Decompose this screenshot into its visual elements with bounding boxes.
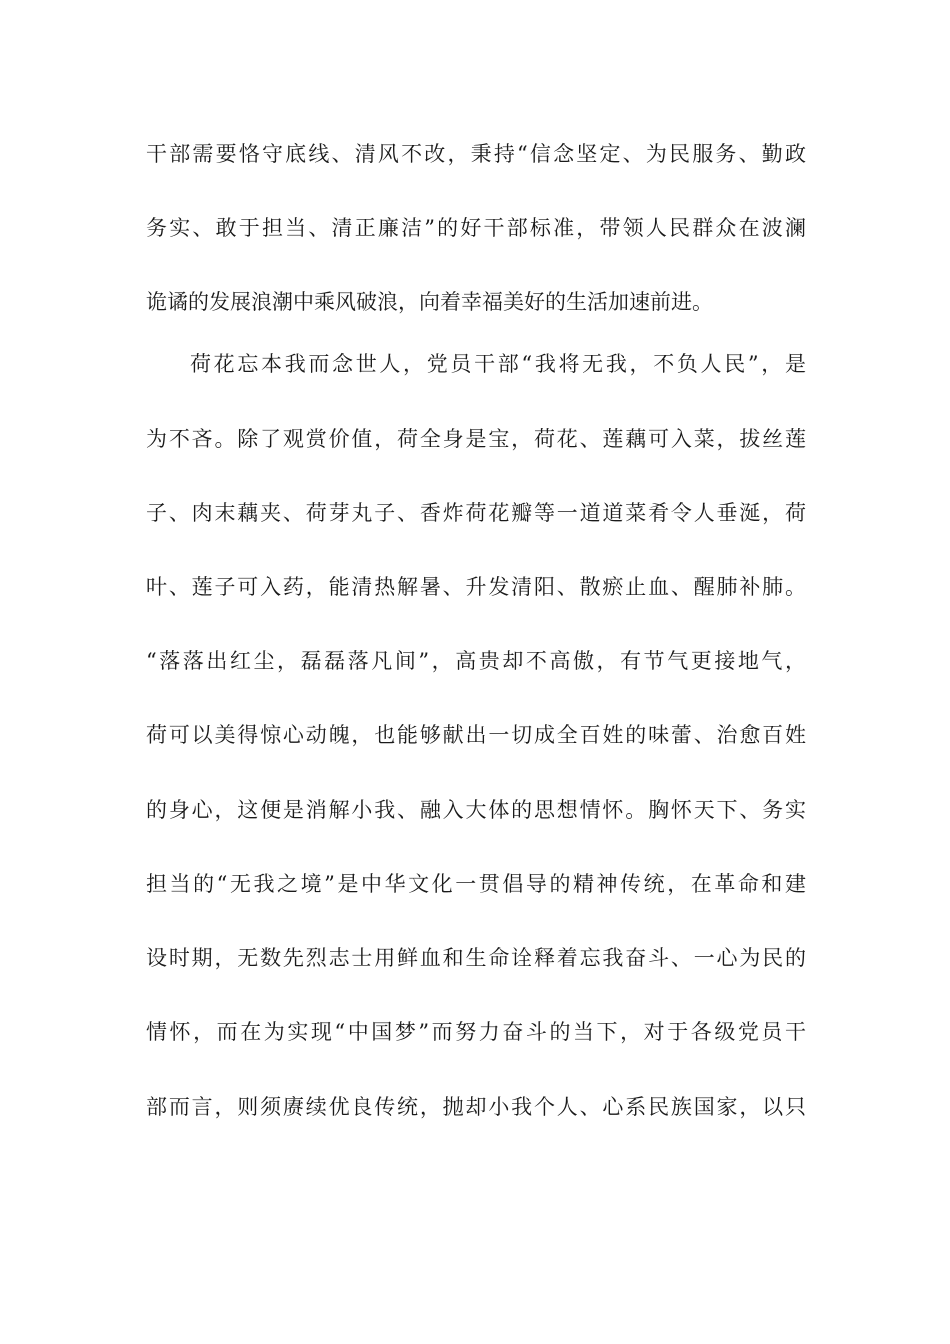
text-line: 务实、敢于担当、清正廉洁”的好干部标准，带领人民群众在波澜 (146, 216, 806, 240)
paragraph-first-line: 荷花忘本我而念世人，党员干部“我将无我，不负人民”，是 (190, 352, 806, 376)
text-line: 部而言，则须赓续优良传统，抛却小我个人、心系民族国家，以只 (146, 1095, 806, 1119)
text-line: 荷可以美得惊心动魄，也能够献出一切成全百姓的味蕾、治愈百姓 (146, 723, 806, 747)
text-line: “落落出红尘，磊磊落凡间”，高贵却不高傲，有节气更接地气， (146, 649, 806, 673)
text-line: 诡谲的发展浪潮中乘风破浪，向着幸福美好的生活加速前进。 (146, 290, 713, 314)
text-line: 情怀，而在为实现“中国梦”而努力奋斗的当下，对于各级党员干 (146, 1020, 806, 1044)
text-line: 为不吝。除了观赏价值，荷全身是宝，荷花、莲藕可入菜，拔丝莲 (146, 427, 806, 451)
text-line: 担当的“无我之境”是中华文化一贯倡导的精神传统，在革命和建 (146, 872, 806, 896)
text-line: 叶、莲子可入药，能清热解暑、升发清阳、散瘀止血、醒肺补肺。 (146, 575, 806, 599)
text-line: 设时期，无数先烈志士用鲜血和生命诠释着忘我奋斗、一心为民的 (146, 946, 806, 970)
text-line: 的身心，这便是消解小我、融入大体的思想情怀。胸怀天下、务实 (146, 798, 806, 822)
text-line: 干部需要恪守底线、清风不改，秉持“信念坚定、为民服务、勤政 (146, 142, 806, 166)
text-line: 子、肉末藕夹、荷芽丸子、香炸荷花瓣等一道道菜肴令人垂涎，荷 (146, 501, 806, 525)
